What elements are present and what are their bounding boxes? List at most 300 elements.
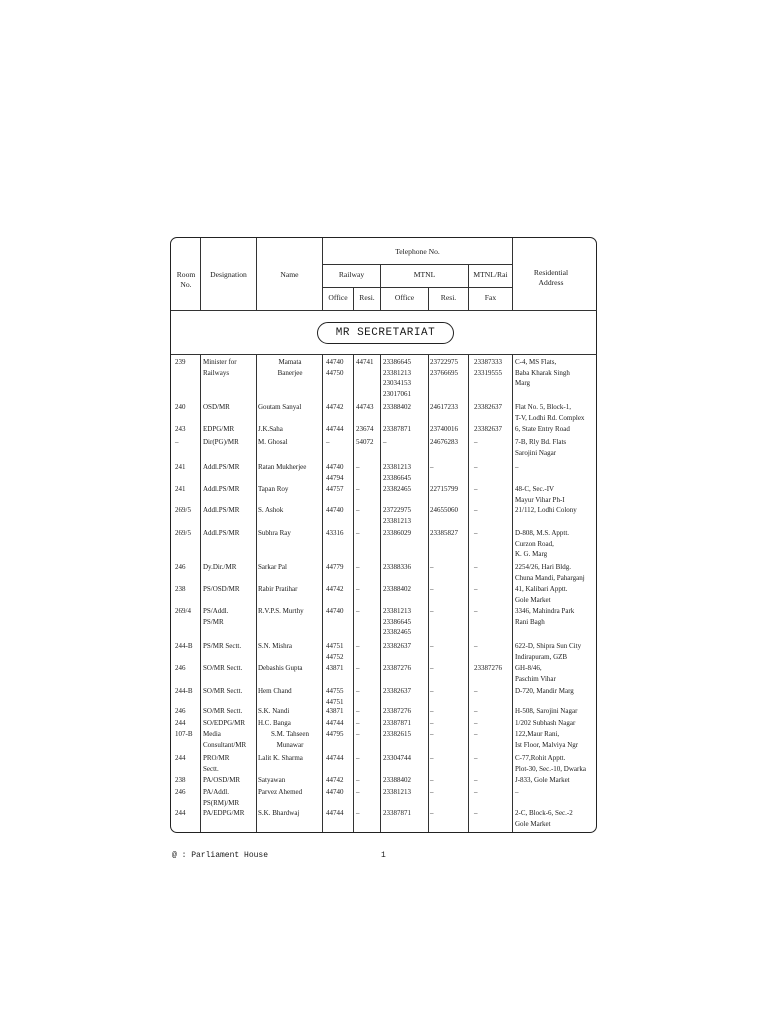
cell-railway-resi-line: –	[356, 730, 360, 738]
body-col-divider	[322, 354, 323, 832]
cell-mtnl-resi-line: –	[430, 607, 434, 615]
cell-residential-address	[515, 808, 595, 829]
cell-residential-address-line: 7-B, Rly Bd. Flats	[515, 438, 567, 446]
cell-mtnl-resi	[430, 402, 468, 413]
cell-designation-line: SO/MR Sectt.	[203, 664, 243, 672]
cell-mtnl-office-line: 23381213	[383, 463, 411, 471]
cell-residential-address-line: 622-D, Shipra Sun City	[515, 642, 582, 650]
cell-mtnl-resi	[430, 787, 468, 798]
cell-room-line: 246	[175, 664, 186, 672]
cell-railway-office-line: 44757	[326, 485, 344, 493]
cell-mtnl-resi-line: –	[430, 730, 434, 738]
cell-railway-office-line: 44742	[326, 403, 344, 411]
cell-name	[258, 718, 322, 729]
cell-mtnl-resi-line: 23722975	[430, 358, 458, 366]
cell-mtnl-office-line: 23387871	[383, 425, 411, 433]
cell-residential-address-line: 41, Kalibari Apptt.	[515, 585, 568, 593]
cell-railway-office-line: 44740	[326, 506, 344, 514]
cell-designation-line: PS/MR Sectt.	[203, 642, 242, 650]
cell-room	[175, 606, 199, 617]
cell-mtnl-resi-line: –	[430, 788, 434, 796]
cell-designation-line: PA/OSD/MR	[203, 776, 241, 784]
cell-room-line: 269/4	[175, 607, 191, 615]
cell-mtnl-office	[383, 424, 426, 435]
cell-mtnl-resi	[430, 706, 468, 717]
cell-railway-office-line: 44740	[326, 607, 344, 615]
cell-designation	[203, 729, 255, 750]
cell-fax	[474, 424, 510, 435]
cell-railway-office	[326, 437, 352, 448]
body-col-divider	[353, 354, 354, 832]
cell-designation	[203, 753, 255, 774]
cell-designation-line: PS/MR	[203, 617, 224, 626]
cell-mtnl-office-line: 23386645	[383, 617, 411, 626]
cell-railway-office-line: 44742	[326, 776, 344, 784]
cell-fax-line: –	[474, 730, 478, 738]
cell-railway-office	[326, 562, 352, 573]
cell-railway-resi	[356, 775, 378, 786]
cell-room-line: 246	[175, 788, 186, 796]
cell-room	[175, 663, 199, 674]
cell-fax-line: –	[474, 563, 478, 571]
cell-designation	[203, 584, 255, 595]
cell-residential-address-line: Rani Bagh	[515, 617, 545, 626]
cell-mtnl-office-line: 23381213	[383, 788, 411, 796]
cell-railway-office	[326, 641, 352, 662]
cell-designation-line: Minister for	[203, 358, 237, 366]
cell-railway-resi	[356, 584, 378, 595]
cell-residential-address	[515, 528, 595, 560]
cell-designation-line: Media	[203, 730, 221, 738]
cell-room	[175, 562, 199, 573]
cell-fax	[474, 663, 510, 674]
cell-mtnl-resi	[430, 357, 468, 378]
cell-fax	[474, 528, 510, 539]
cell-fax-line: –	[474, 463, 478, 471]
cell-mtnl-office	[383, 462, 426, 483]
cell-mtnl-resi-line: 24617233	[430, 403, 458, 411]
cell-designation	[203, 562, 255, 573]
cell-railway-office	[326, 484, 352, 495]
cell-residential-address-line: Gole Market	[515, 595, 551, 604]
cell-residential-address	[515, 484, 595, 505]
cell-railway-office	[326, 729, 352, 740]
cell-fax	[474, 357, 510, 378]
cell-residential-address	[515, 641, 595, 662]
cell-mtnl-resi-line: –	[430, 754, 434, 762]
cell-name-line: Rabir Pratihar	[258, 585, 298, 593]
cell-railway-resi-line: 44741	[356, 358, 374, 366]
cell-mtnl-office	[383, 584, 426, 595]
cell-mtnl-office-line: 23382637	[383, 642, 411, 650]
cell-mtnl-office-line: 23382465	[383, 485, 411, 493]
cell-residential-address-line: –	[515, 463, 519, 471]
cell-mtnl-resi	[430, 528, 468, 539]
cell-room	[175, 808, 199, 819]
cell-room-line: 244	[175, 809, 186, 817]
cell-fax	[474, 775, 510, 786]
cell-residential-address	[515, 424, 595, 435]
cell-mtnl-office	[383, 402, 426, 413]
cell-railway-office	[326, 528, 352, 539]
cell-name	[258, 641, 322, 652]
cell-residential-address	[515, 729, 595, 750]
cell-name-line: S.M. Tahseen	[270, 730, 310, 738]
cell-railway-resi	[356, 663, 378, 674]
cell-name	[258, 606, 322, 617]
cell-railway-office-line: 44795	[326, 730, 344, 738]
cell-room-line: 243	[175, 425, 186, 433]
cell-mtnl-resi-line: –	[430, 664, 434, 672]
cell-name	[258, 528, 322, 539]
cell-name-line: Tapan Roy	[258, 485, 289, 493]
cell-room	[175, 505, 199, 516]
cell-fax-line: 23319555	[474, 368, 502, 377]
cell-room	[175, 437, 199, 448]
cell-mtnl-office	[383, 528, 426, 539]
cell-residential-address-line: Paschim Vihar	[515, 674, 556, 683]
cell-room	[175, 402, 199, 413]
cell-room-line: 269/5	[175, 506, 191, 514]
cell-room	[175, 462, 199, 473]
cell-residential-address	[515, 787, 595, 798]
cell-room-line: 244	[175, 754, 186, 762]
cell-railway-office	[326, 706, 352, 717]
cell-railway-resi	[356, 686, 378, 697]
cell-fax-line: –	[474, 754, 478, 762]
cell-mtnl-resi-line: –	[430, 687, 434, 695]
cell-designation	[203, 663, 255, 674]
cell-railway-office	[326, 584, 352, 595]
cell-residential-address-line: Gole Market	[515, 819, 551, 828]
cell-name-line: Banerjee	[277, 368, 303, 377]
cell-fax	[474, 462, 510, 473]
cell-mtnl-office	[383, 663, 426, 674]
cell-mtnl-office-line: 23388402	[383, 776, 411, 784]
cell-residential-address	[515, 718, 595, 729]
cell-railway-resi	[356, 462, 378, 473]
cell-residential-address	[515, 663, 595, 684]
cell-railway-resi-line: –	[356, 642, 360, 650]
cell-residential-address-line: Mayur Vihar Ph-I	[515, 495, 565, 504]
cell-name-line: Lalit K. Sharma	[258, 754, 303, 762]
cell-railway-resi-line: –	[356, 776, 360, 784]
cell-mtnl-office	[383, 808, 426, 819]
cell-railway-office-line: 44744	[326, 719, 344, 727]
cell-railway-resi	[356, 606, 378, 617]
cell-name	[258, 686, 322, 697]
cell-designation	[203, 606, 255, 627]
cell-mtnl-resi-line: –	[430, 585, 434, 593]
cell-mtnl-office	[383, 753, 426, 764]
cell-mtnl-resi	[430, 686, 468, 697]
header-mtnl-resi: Resi.	[440, 293, 457, 302]
cell-residential-address	[515, 706, 595, 717]
cell-residential-address-line: D-808, M.S. Apptt.	[515, 529, 570, 537]
cell-mtnl-resi	[430, 753, 468, 764]
cell-railway-office-line: 44750	[326, 368, 344, 377]
cell-designation-line: Addl.PS/MR	[203, 506, 240, 514]
cell-residential-address-line: 2-C, Block-6, Sec.-2	[515, 809, 573, 817]
cell-mtnl-resi-line: –	[430, 563, 434, 571]
cell-mtnl-office-line: 23382615	[383, 730, 411, 738]
cell-residential-address-line: Ist Floor, Malviya Ngr	[515, 740, 579, 749]
cell-designation-line: Consultant/MR	[203, 740, 247, 749]
cell-mtnl-office-line: 23386645	[383, 473, 411, 482]
cell-name-line: S.K. Bhardwaj	[258, 809, 300, 817]
cell-fax-line: –	[474, 809, 478, 817]
cell-mtnl-resi-line: 23385827	[430, 529, 458, 537]
cell-railway-resi	[356, 357, 378, 368]
cell-railway-resi	[356, 437, 378, 448]
cell-railway-resi-line: –	[356, 707, 360, 715]
cell-railway-resi	[356, 562, 378, 573]
cell-designation-line: Addl.PS/MR	[203, 529, 240, 537]
cell-mtnl-resi	[430, 775, 468, 786]
cell-designation	[203, 528, 255, 539]
cell-mtnl-office-line: 23382637	[383, 687, 411, 695]
cell-fax-line: –	[474, 506, 478, 514]
cell-railway-office-line: 43871	[326, 664, 344, 672]
cell-fax-line: –	[474, 438, 478, 446]
cell-mtnl-resi-line: 23740016	[430, 425, 458, 433]
cell-mtnl-resi	[430, 462, 468, 473]
cell-railway-office	[326, 357, 352, 378]
cell-residential-address-line: Plot-30, Sec.-10, Dwarka	[515, 764, 586, 773]
cell-name	[258, 402, 322, 413]
cell-name	[258, 462, 322, 473]
cell-railway-office-line: 44755	[326, 687, 344, 695]
cell-mtnl-office	[383, 718, 426, 729]
header-room-no: Room No.	[176, 270, 196, 289]
cell-railway-resi	[356, 718, 378, 729]
cell-designation	[203, 787, 255, 808]
cell-railway-resi-line: –	[356, 506, 360, 514]
cell-fax-line: –	[474, 776, 478, 784]
cell-designation	[203, 808, 255, 819]
cell-mtnl-resi	[430, 663, 468, 674]
cell-mtnl-office-line: 23017061	[383, 389, 411, 398]
cell-designation-line: EDPG/MR	[203, 425, 235, 433]
cell-room-line: 107-B	[175, 730, 193, 738]
cell-residential-address	[515, 584, 595, 605]
cell-residential-address-line: Indirapuram, GZB	[515, 652, 568, 661]
cell-mtnl-resi-line: 22715799	[430, 485, 458, 493]
cell-designation-line: Sectt.	[203, 764, 219, 773]
cell-designation-line: PS(RM)/MR	[203, 798, 240, 807]
cell-designation	[203, 424, 255, 435]
cell-fax	[474, 484, 510, 495]
cell-mtnl-office-line: 23388402	[383, 585, 411, 593]
cell-room	[175, 775, 199, 786]
cell-mtnl-resi	[430, 808, 468, 819]
cell-mtnl-office	[383, 775, 426, 786]
cell-railway-resi-line: –	[356, 687, 360, 695]
header-col-divider	[512, 238, 513, 310]
cell-mtnl-resi-line: 24655060	[430, 506, 458, 514]
cell-name-line: Ratan Mukherjee	[258, 463, 307, 471]
cell-designation	[203, 641, 255, 652]
cell-room-line: 244	[175, 719, 186, 727]
cell-designation-line: Addl.PS/MR	[203, 485, 240, 493]
cell-name	[258, 808, 322, 819]
cell-name	[258, 437, 322, 448]
cell-railway-resi	[356, 402, 378, 413]
cell-railway-resi-line: –	[356, 664, 360, 672]
cell-mtnl-office	[383, 706, 426, 717]
cell-railway-office	[326, 718, 352, 729]
cell-railway-office-line: 44742	[326, 585, 344, 593]
cell-name	[258, 775, 322, 786]
cell-designation	[203, 706, 255, 717]
cell-mtnl-office-line: 23387276	[383, 707, 411, 715]
cell-residential-address	[515, 775, 595, 786]
cell-mtnl-office-line: 23386645	[383, 358, 411, 366]
cell-designation	[203, 462, 255, 473]
cell-fax	[474, 437, 510, 448]
cell-railway-office-line: 44740	[326, 463, 344, 471]
cell-railway-resi-line: –	[356, 719, 360, 727]
header-railway-resi: Resi.	[359, 293, 375, 302]
cell-mtnl-office	[383, 641, 426, 652]
cell-mtnl-resi	[430, 484, 468, 495]
cell-mtnl-office-line: 23386029	[383, 529, 411, 537]
cell-railway-resi-line: –	[356, 485, 360, 493]
cell-mtnl-resi	[430, 584, 468, 595]
cell-residential-address-line: 1/202 Subhash Nagar	[515, 719, 576, 727]
cell-fax	[474, 686, 510, 697]
cell-room-line: 240	[175, 403, 186, 411]
cell-mtnl-resi-line: –	[430, 719, 434, 727]
cell-residential-address	[515, 505, 595, 516]
cell-fax-line: 23387333	[474, 358, 502, 366]
cell-designation	[203, 357, 255, 378]
cell-railway-resi-line: 44743	[356, 403, 374, 411]
cell-fax-line: –	[474, 719, 478, 727]
cell-railway-office-line: 44751	[326, 642, 344, 650]
cell-fax	[474, 606, 510, 617]
cell-residential-address	[515, 462, 595, 473]
cell-residential-address-line: D-720, Mandir Marg	[515, 687, 574, 695]
cell-designation	[203, 402, 255, 413]
cell-designation-line: PA/Addl.	[203, 788, 230, 796]
cell-residential-address-line: Marg	[515, 379, 531, 388]
cell-fax-line: –	[474, 529, 478, 537]
cell-railway-resi	[356, 528, 378, 539]
body-col-divider	[428, 354, 429, 832]
cell-railway-resi-line: 54072	[356, 438, 374, 446]
cell-fax-line: 23387276	[474, 664, 502, 672]
cell-name-line: Hem Chand	[258, 687, 292, 695]
cell-name-line: Satyawan	[258, 776, 286, 784]
header-railway-office: Office	[328, 293, 348, 302]
header-mtnl: MTNL	[413, 270, 436, 279]
cell-fax-line: –	[474, 687, 478, 695]
cell-fax	[474, 505, 510, 516]
body-col-divider	[380, 354, 381, 832]
cell-designation-line: Dy.Dir./MR	[203, 563, 237, 571]
cell-mtnl-office-line: 23388336	[383, 563, 411, 571]
cell-room-line: 244-B	[175, 687, 193, 695]
cell-room-line: 246	[175, 563, 186, 571]
cell-railway-office-line: 44744	[326, 425, 344, 433]
cell-mtnl-office-line: 23382465	[383, 628, 411, 637]
cell-mtnl-resi	[430, 641, 468, 652]
cell-room-line: 241	[175, 463, 186, 471]
cell-railway-office-line: 43871	[326, 707, 344, 715]
cell-mtnl-office-line: 23381213	[383, 368, 411, 377]
cell-mtnl-office-line: 23387871	[383, 719, 411, 727]
sub-header-divider	[322, 287, 513, 288]
cell-railway-resi-line: –	[356, 585, 360, 593]
cell-name-line: Mamata	[278, 358, 302, 366]
cell-fax-line: –	[474, 607, 478, 615]
cell-railway-office-line: 44751	[326, 697, 344, 706]
header-bottom-line	[171, 310, 597, 311]
cell-name	[258, 663, 322, 674]
cell-designation-line: SO/MR Sectt.	[203, 687, 243, 695]
cell-mtnl-office	[383, 686, 426, 697]
header-telephone: Telephone No.	[395, 247, 440, 256]
cell-name-line: Munawar	[276, 740, 304, 749]
cell-residential-address-line: Sarojini Nagar	[515, 448, 557, 457]
cell-mtnl-office	[383, 505, 426, 526]
cell-railway-resi	[356, 787, 378, 798]
body-col-divider	[200, 354, 201, 832]
body-col-divider	[512, 354, 513, 832]
header-fax: Fax	[484, 293, 497, 302]
cell-residential-address-line: C-4, MS Flats,	[515, 358, 557, 366]
cell-railway-office-line: 44779	[326, 563, 344, 571]
section-title-mr-secretariat: MR SECRETARIAT	[317, 322, 454, 344]
cell-fax-line: –	[474, 642, 478, 650]
cell-railway-resi	[356, 808, 378, 819]
cell-residential-address-line: 3346, Mahindra Park	[515, 607, 575, 615]
cell-railway-office	[326, 462, 352, 483]
cell-railway-office	[326, 402, 352, 413]
cell-fax-line: –	[474, 485, 478, 493]
cell-mtnl-office-line: 23722975	[383, 506, 411, 514]
cell-room	[175, 484, 199, 495]
cell-residential-address-line: 21/112, Lodhi Colony	[515, 506, 577, 514]
cell-mtnl-office-line: 23381213	[383, 516, 411, 525]
cell-railway-office	[326, 505, 352, 516]
cell-residential-address-line: J-833, Gole Market	[515, 776, 570, 784]
cell-name	[258, 357, 322, 378]
cell-railway-office	[326, 606, 352, 617]
cell-mtnl-office-line: 23381213	[383, 607, 411, 615]
cell-name-line: R.V.P.S. Murthy	[258, 607, 304, 615]
cell-designation	[203, 484, 255, 495]
cell-name-line: Sarkar Pal	[258, 563, 287, 571]
cell-railway-office-line: 44752	[326, 652, 344, 661]
cell-railway-office-line: 44744	[326, 809, 344, 817]
cell-fax	[474, 402, 510, 413]
cell-room	[175, 706, 199, 717]
cell-railway-office-line: 44740	[326, 788, 344, 796]
cell-designation	[203, 686, 255, 697]
cell-designation-line: SO/MR Sectt.	[203, 707, 243, 715]
cell-fax	[474, 706, 510, 717]
cell-mtnl-office	[383, 437, 426, 448]
cell-mtnl-office	[383, 787, 426, 798]
cell-mtnl-office	[383, 484, 426, 495]
cell-railway-resi	[356, 424, 378, 435]
cell-designation-line: Addl.PS/MR	[203, 463, 240, 471]
cell-fax-line: 23382637	[474, 425, 502, 433]
cell-mtnl-resi-line: 24676283	[430, 438, 458, 446]
cell-mtnl-office-line: 23387276	[383, 664, 411, 672]
